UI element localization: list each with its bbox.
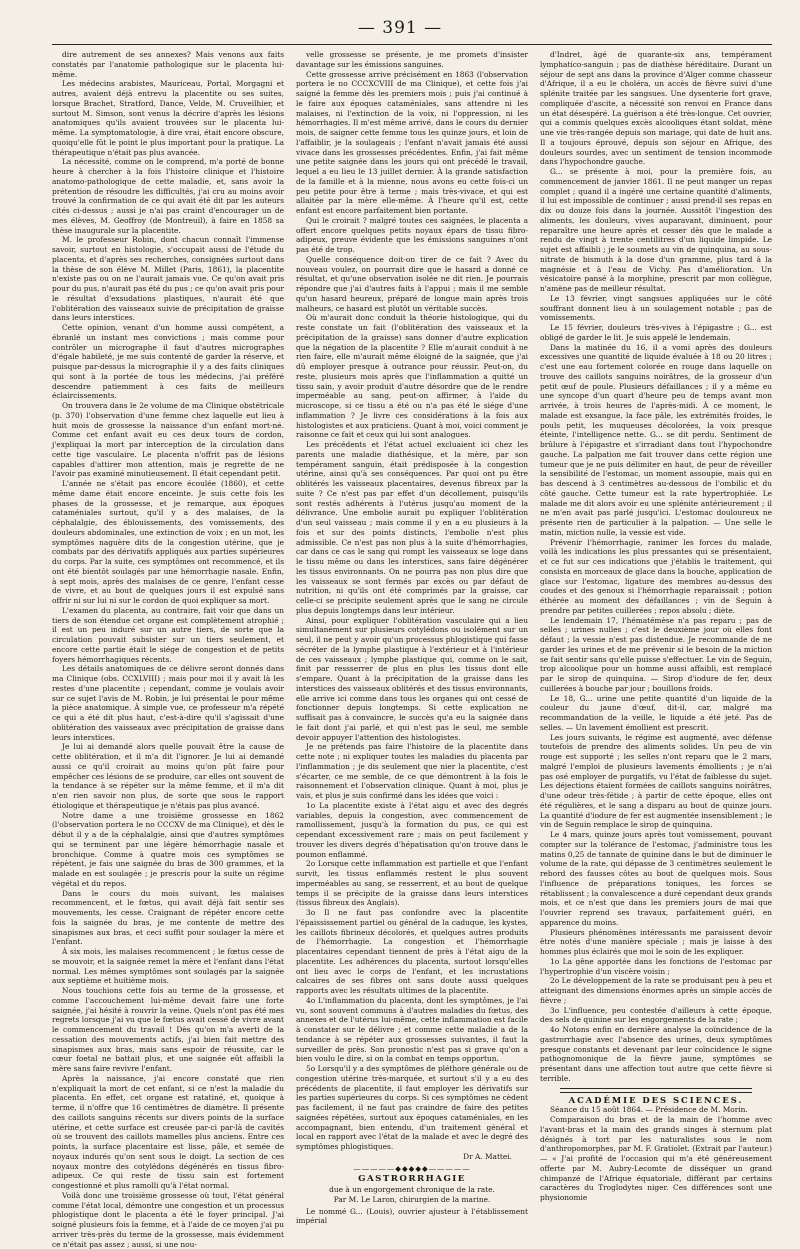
paragraph: Nous touchions cette fois au terme de la grossesse, et comme l'accouchement lui-même devait faire une forte saignée, j'ai hésité à rouvrir la veine. Quels n'ont pas été mes regrets lorsque j'ai vu que le fœtus avait cessé de vivre avant le commencement du travail ! Dès qu'on m'a averti de la cessation des mouvements actifs, j'ai bien fait mettre des sinapismes aux bras, mais sans espoir de réussite, car le cœur foetal ne battait plus, et une saignée eût affaibli la mère sans faire revivre l'enfant.: [52, 986, 284, 1073]
paragraph: Dans le cours du mois suivant, les malaises recommencent, et le fœtus, qui avait déjà fait sentir ses mouvements, les cesse. Craignant de répéter encore cette fois la saignée du bras, je me contente de mettre des sinapismes aux bras, et ceci suffit pour soulager la mère et l'enfant.: [52, 888, 284, 947]
paragraph: Le 15 février, douleurs très-vives à l'épigastre ; G... est obligé de garder le lit. Je suis appelé le lendemain.: [540, 323, 772, 342]
paragraph: 3o L'influence, peu contestée d'ailleurs à cette époque, des sels de quinine sur les engorgements de la rate ;: [540, 1005, 772, 1025]
paragraph: Le 18, G... urine une petite quantité d'un liquide de la couleur du jaune d'œuf, dit-il, car, malgré ma recommandation de la veille, le liquide a été jeté. Pas de selles. — Un lavement émollient est prescrit.: [540, 693, 772, 732]
paragraph: Les détails anatomiques de ce délivre seront donnés dans ma Clinique (obs. CCXLVIII) ; mais pour moi il y avait là les restes d'une placentite ; cependant, comme je voulais avoir sur ce sujet l'avis de M. Robin, je lui présentai le pour même la pièce anatomique. À simple vue, ce professeur m'a répété ce qui a été dit plus haut, c'est-à-dire qu'il s'agissait d'une oblitération des vaisseaux avec précipitation de graisse dans leurs interstices.: [52, 664, 284, 742]
paragraph: Prévenir l'hémorrhagie, ranimer les forces du malade, voilà les indications les plus pressantes qui se présentaient, et ce fut sur ces indications que j'établis le traitement, qui consista en morceaux de glace dans la bouche, application de glace sur l'estomac, ligature des membres au-dessus des coudes et des genoux si l'hémorrhagie reparaissait ; potion éthérée au moment des défaillances ; vin de Seguin à prendre par petites cuillerées ; repos absolu ; diète.: [540, 537, 772, 615]
page-number: — 391 —: [357, 18, 443, 38]
section-rule: [560, 1092, 752, 1093]
text-columns: [52, 50, 772, 1249]
article-separator: —————◆◆◆◆◆—————: [353, 1163, 471, 1173]
paragraph: La nécessité, comme on le comprend, m'a porté de bonne heure à chercher à la fois l'histoire clinique et l'histoire anatomo-pathologique de cette maladie, et, sans avoir la prétention de résoudre les difficultés, j'ai cru au moins avoir trouvé la confirmation de ce qui avait été dit par les auteurs cités ci-dessus ; aussi je n'ai pas craint d'encourager un de mes élèves, M. Geoffroy (de Montreuil), à faire en 1858 sa thèse inaugurale sur la placentite.: [52, 157, 284, 235]
article-subtitle: due à un engorgement chronique de la rate.: [329, 1185, 495, 1194]
paragraph: L'examen du placenta, au contraire, fait voir que dans un tiers de son étendue cet organe est complètement atrophié ; il est un peu induré sur un autre tiers, de sorte que la circulation pouvait subsister sur un tiers seulement, et encore cette partie était le siége de congestion et de petits foyers hémorrhagiques récents.: [52, 605, 284, 664]
paragraph: Je ne prétends pas faire l'histoire de la placentite dans cette note ; ni expliquer toutes les maladies du placenta par l'inflammation ; je dis seulement que nier la placentite, c'est s'écarter, ce me semble, de ce que démontrent à la fois le raisonnement et l'observation clinique. Quant à moi, plus je vais, et plus je suis confirmé dans les idées que voici :: [296, 742, 528, 800]
column-3: [540, 50, 772, 1202]
paragraph: Les médecins arabistes, Mauriceau, Portal, Morgagni et autres, avaient déjà entrevu la placentite ou ses suites, lorsque Brachet, Stratford, Dance, Velde, M. Cruveilhier, et surtout M. Simson, sont venus la décrire d'après les lésions anatomiques qu'ils avaient trouvées sur le placenta lui-même. La symptomatologie, à dire vrai, était encore obscure, quoiqu'elle fût le point le plus important pour la pratique. La thérapeutique n'était pas plus avancée.: [52, 79, 284, 157]
paragraph: 4o L'inflammation du placenta, dont les symptômes, je l'ai vu, sont souvent communs à d'autres maladies du fœtus, des annexes et de l'utérus lui-même, cette inflammation est facile à constater sur le délivre ; et comme cette maladie a de la tendance à se répéter aux grossesses suivantes, il faut la surveiller de près. Son pronostic n'est pas si grave qu'on a bien voulu le dire, si on la combat en temps opportun.: [296, 995, 528, 1064]
paragraph: Le 4 mars, quinze jours après tout vomissement, pouvant compter sur la tolérance de l'estomac, j'administre tous les matins 0,25 de tannate de quinine dans le but de diminuer le volume de la rate, qui dépasse de 3 centimètres seulement le rebord des fausses côtes au bout de quelques mois. Sous l'influence de préparations toniques, les forces se rétablissent ; la convalescence a duré cependant deux grands mois, et ce n'est que dans les premiers jours de mai que l'ouvrier reprend ses travaux, parfaitement guéri, en apparence du moins.: [540, 830, 772, 927]
header-rule: [52, 44, 772, 45]
paragraph: Plusieurs phénomènes intéressants me paraissent devoir être notés d'une manière spéciale ; mais je laisse à des hommes plus éclairés que moi le soin de les expliquer.: [540, 927, 772, 956]
paragraph: Voilà donc une troisième grossesse où tout, l'état général comme l'état local, démontre une congestion et un processus phlogistique dont le placenta a été le foyer principal. J'ai soigné plusieurs fois la femme, et à l'aide de ce moyen j'ai pu arriver très-près du terme de la grossesse, mais évidemment ce n'était pas assez ; aussi, si une nou-: [52, 1190, 284, 1249]
paragraph: L'année ne s'était pas encore écoulée (1860), et cette même dame était encore enceinte. Je suis cette fois les phases de la grossesse, et je remarque, aux époques cataméniales surtout, qu'il y a des malaises, de la céphalalgie, des éblouissements, des vomissements, des douleurs abdominales, une extinction de voix ; en un mot, les symptômes naguère dits de la congestion utérine, que je combats par des dérivatifs appliqués aux parties supérieures du corps. Par la suite, ces symptômes ont recommencé, et ils ont été bientôt soulagés par une hémorrhagie nasale. Enfin, à sept mois, après des malaises de ce genre, l'enfant cesse de vivre, et au bout de quelques jours il est expulsé sans offrir ni sur lui ni sur le cordon de quoi expliquer sa mort.: [52, 479, 284, 605]
paragraph: G... se présente à moi, pour la première fois, au commencement de janvier 1861. Il ne peut manger un repas complet ; quand il a ingéré une certaine quantité d'aliments, il lui est impossible de continuer ; aussi prend-il ses repas en dix ou douze fois dans la journée. Aussitôt l'ingestion des aliments, les douleurs, vives auparavant, diminuent, pour reparaître une heure après et cesser dès que le malade a rendu de vingt à trente centilitres d'un liquide limpide. Le sujet est affaibli ; je le soumets au vin de quinquina, au sous-nitrate de bismuth à la dose d'un gramme, plus tard à la magnésie et à l'eau de Vichy. Pas d'amélioration. Un vésicatoire pansé à la morphine, prescrit par mon collègue, n'amène pas de meilleur résultat.: [540, 167, 772, 293]
paragraph: On trouvera dans le 2e volume de ma Clinique obstétricale (p. 370) l'observation d'une femme chez laquelle eut lieu à huit mois de grossesse la naissance d'un enfant mort-né. Comme cet enfant avait eu ces deux tours de cordon, j'expliquai la mort par interception de la circulation dans cette tige vasculaire. Le placenta n'offrit pas de lésions capables d'attirer mon attention, mais je regrette de ne l'avoir pas examiné minutieusement. Il était cependant petit.: [52, 401, 284, 479]
column-2: [296, 50, 528, 1226]
paragraph: Le lendemain 17, l'hématémèse n'a pas reparu ; pas de selles ; urines nulles ; c'est le deuxième jour où elles font défaut ; la vessie n'est pas distendue. Je recommande de ne garder les urines et de me prévenir si le besoin de la miction se fait sentir sans qu'elle puisse s'effectuer. Le vin de Seguin, trop alcoolique pour un homme aussi affaibli, est remplacé par le sirop de quinquina. — Sirop d'iodure de fer, deux cuillerées à bouche par jour ; bouillons froids.: [540, 615, 772, 693]
paragraph: 3o Il ne faut pas confondre avec la placentite l'épaississement partiel ou général de la caduque, les kystes, les caillots fibrineux décolorés, et quelques autres produits de l'hémorrhagie. La congestion et l'hémorrhagie placentaires cependant tiennent de près à l'état aigu de la placentite. Les adhérences du placenta, surtout lorsqu'elles ont lieu avec le corps de l'enfant, et les incrustations calcaires de ses fibres ont sans doute aussi quelques rapports avec les résultats ultimes de la placentite.: [296, 908, 528, 995]
paragraph: Après la naissance, j'ai encore constaté que rien n'expliquait la mort de cet enfant, si ce n'est la maladie du placenta. En effet, cet organe est ratatiné, et, quoique à terme, il n'offre que 16 centimètres de diamètre. Il présente des caillots sanguins récents sur divers points de la surface utérine, et cette surface est creusée par-ci par-là de cavités où se trouvent des caillots mamelles plus anciens. Entre ces points, la surface placentaire est lisse, pâle, et semée de noyaux indurés qu'on sent sous le doigt. La section de ces noyaux montre des cotylédons dégénérés en tissus fibro-adipeux. Ce qui reste de tissu sain est fortement congestionné et plus ramolli qu'à l'état normal.: [52, 1073, 284, 1190]
paragraph: 4o Notons enfin en dernière analyse la coïncidence de la gastrorrhagie avec l'absence des urines, deux symptômes presque constants et devenant par leur coïncidence le signe pathognomonique de la fièvre jaune, symptômes se présentant dans une affection tout autre que cette fièvre si terrible.: [540, 1025, 772, 1083]
paragraph: Où m'aurait donc conduit la théorie histologique, qui du reste constate un fait (l'oblitération des vaisseaux et la précipitation de la graisse) sans donner d'autre explication que la négation de la placentite ? Elle m'aurait conduit à ne rien faire, elle m'aurait même éloigné de la saignée, que j'ai dû employer presque à outrance pour réussir. Peut-on, du reste, plusieurs mois après que l'inflammation a quitté un tissu sain, y avoir produit d'autre désordre que de le rendre imperméable au sang, peut-on affirmer, à l'aide du microscope, si ce tissu a été ou n'a pas été le siége d'une inflammation ? Je livre ces considérations à la fois aux histologistes et aux praticiens. Quant à moi, voici comment je raisonne ce fait et ceux qui lui sont analogues.: [296, 313, 528, 440]
paragraph: dire autrement de ses annexes? Mais venons aux faits constatés par l'anatomie pathologique sur le placenta lui-même.: [52, 50, 284, 79]
paragraph: Le 13 février, vingt sangsues appliquées sur le côté souffrant donnent lieu à un soulagement notable ; pas de vomissements.: [540, 293, 772, 323]
session-line: Séance du 15 août 1864. — Présidence de M. Morin.: [550, 1105, 748, 1115]
paragraph: 1o La placentite existe à l'état aigu et avec des degrés variables, depuis la congestion, avec commencement de ramollissement, jusqu'à la formation du pus, ce qui est cependant excessivement rare ; mais on peut facilement y trouver les divers degrés d'hépatisation qu'on trouve dans le poumon enflammé.: [296, 800, 528, 859]
paragraph: M. le professeur Robin, dont chacun connaît l'immense savoir, surtout en histologie, s'occupait aussi de l'étude du placenta, et d'après ses recherches, consignées surtout dans la thèse de son élève M. Millet (Paris, 1861), la placentite n'existe pas ou on ne l'aurait jamais vue. Ce qu'on avait pris pour du pus, n'aurait pas été du pus ; ce qu'on avait pris pour le résultat d'exsudations plastiques, n'aurait été que l'oblitération des vaisseaux suivie de précipitation de graisse dans leurs interstices.: [52, 235, 284, 323]
column-1: [52, 50, 284, 1249]
paragraph: 5o Lorsqu'il y a des symptômes de pléthore générale ou de congestion utérine très-marquée, et surtout s'il y a eu des précédents de placentite, il faut employer les dérivatifs sur les parties supérieures du corps. Si ces symptômes ne cèdent pas facilement, il ne faut pas craindre de faire des petites saignées répétées, surtout aux époques cataméniales, en les accompagnant, bien entendu, d'un traitement général et local en rapport avec l'état de la malade et avec le degré des symptômes phlogistiques.: [296, 1064, 528, 1151]
article-title: GASTRORRHAGIE: [358, 1174, 466, 1185]
paragraph: Je lui ai demandé alors quelle pouvait être la cause de cette oblitération, et il m'a dit l'ignorer. Je lui ai demandé aussi ce qu'il croirait au moins qu'on pût faire pour empêcher ces lésions de se produire, car elles ont souvent de la tendance à se répéter sur la même femme, et il m'a dit n'en rien savoir non plus, de sorte que sous le rapport étiologique et thérapeutique je n'étais pas plus avancé.: [52, 742, 284, 810]
paragraph: Ainsi, pour expliquer l'oblitération vasculaire qui a lieu simultanément sur plusieurs cotylédons ou isolément sur un seul, il ne peut y avoir qu'un processus phlogistique qui fasse sécréter de la lymphe plastique à l'extérieur et à l'intérieur de ces vaisseaux ; lymphe plastique qui, comme on le sait, finit par ressserrer de plus en plus les tissus dont elle s'empare. Quant à la précipitation de la graisse dans les interstices des vaisseaux oblitérés et des tissus environnants, elle arrive ici comme dans tous les organes qui ont cessé de fonctionner depuis longtemps. Si cette explication ne suffisait pas à convaincre, le succès qu'a eu la saignée dans le fait dont j'ai parlé, et qui n'est pas le seul, me semble devoir appuyer l'attention des histologistes.: [296, 615, 528, 742]
paragraph: velle grossesse se présente, je me promets d'insister davantage sur les émissions sanguines.: [296, 50, 528, 69]
paragraph: Les jours suivants, le régime est augmenté, avec défense toutefois de prendre des aliments solides. Un peu de vin rouge est supporté ; les selles n'ont reparu que le 2 mars, malgré l'emploi de plusieurs lavements émollients ; je n'ai pas osé employer de purgatifs, vu l'état de faiblesse du sujet. Les déjections étaient formées de caillots sanguins noirâtres, d'une odeur très-fétide ; à partir de cette époque, elles ont été régulières, et le sang a disparu au bout de quinze jours. La quantité d'iodure de fer est augmentée insensiblement ; le vin de Seguin remplace le sirop de quinquina.: [540, 732, 772, 830]
paragraph: Notre dame a une troisième grossesse en 1862 (l'observation portera le no CCCXV de ma Clinique), et dès le début il y a de la céphalalgie, ainsi que d'autres symptômes qui se terminent par une légère hémorrhagie nasale et bronchique. Comme à quatre mois ces symptômes se répètent, je fais une saignée du bras de 300 grammes, et la malade en est soulagée ; je prescris pour la suite un régime végétal et du repos.: [52, 810, 284, 888]
paragraph: 1o La gêne apportée dans les fonctions de l'estomac par l'hypertrophie d'un viscère voisin ;: [540, 956, 772, 976]
paragraph: À six mois, les malaises recommencent ; le fœtus cesse de se mouvoir, et la saignée remet la mère et l'enfant dans l'état normal. Les mêmes symptômes sont soulagés par la saignée aux septième et huitième mois.: [52, 947, 284, 986]
paragraph: Cette opinion, venant d'un homme aussi compétent, a ébranlé un instant mes convictions ; mais comme pour contrôler un micrographe il faut d'autres micrographes d'égale habileté, je me suis contenté de garder la réserve, et puisque par-dessus la micrographie il y a des faits cliniques qui sont à la portée de tous les médecins, j'ai préféré descendre patiemment à ces faits de meilleurs éclaircissements.: [52, 323, 284, 401]
paragraph: Les précédents et l'état actuel excluaient ici chez les parents une maladie diathésique, et la mère, par son tempérament sanguin, était prédisposée à la congestion utérine, ainsi qu'à ses conséquences. Par quoi ont pu être oblitérés les vaisseaux placentaires, devenus fibreux par la suite ? Ce n'est pas par effet d'un décollement, puisqu'ils sont restés adhérents à l'utérus jusqu'au moment de la délivrance. Une embolie aurait pu expliquer l'oblitération d'un seul vaisseau ; mais comme il y en a eu plusieurs à la fois et sur des points distincts, l'embolie n'est plus admissible. Ce n'est pas non plus à la suite d'hémorrhagies, car dans ce cas le sang qui rompt les vaisseaux se loge dans le tissu même ou dans les interstices, sans faire dégénérer les tissus environnants. On ne pourra pas non plus dire que les vaisseaux se sont fermés par excès ou par défaut de nutrition, ni qu'ils ont été comprimés par la graisse, car celle-ci se précipite seulement après que le sang ne circule plus depuis longtemps dans leur intérieur.: [296, 440, 528, 615]
paragraph: 2o Le développement de la rate se produisant peu à peu et atteignant des dimensions énormes après un simple accès de fièvre ;: [540, 976, 772, 1005]
section-title: ACADÉMIE DES SCIENCES.: [568, 1094, 744, 1105]
paragraph: Dans la matinée du 16, il a vomi après des douleurs excessives une quantité de liquide évaluée à 18 ou 20 litres ; c'est une eau fortement colorée en rouge dans laquelle on trouve des caillots sanguins noirâtres, de la grosseur d'un petit œuf de poule. Plusieurs défaillances ; il y a même eu une syncope d'un quart d'heure peu de temps avant mon arrivée, à trois heures de l'après-midi. À ce moment, le malade est exsangue, la face pâle, les extrémités froides, le pouls petit, les muqueuses décolorées, la voix presque éteinte, l'intelligence nette. G... se dit perdu. Sentiment de brûlure à l'épigastre et s'irradiant dans tout l'hypochondre gauche. La palpation me fait trouver dans cette région une tumeur que je ne puis délimiter en haut, de peur de réveiller la sensibilité de l'estomac, un moment assoupie, mais qui en bas descend à 3 centimètres au-dessous de l'ombilic et du côté gauche. Cette tumeur est la rate hypertrophiée. Le malade me dit alors avoir eu une splénite antérieurement ; il ne m'en avait pas parlé jusqu'ici. L'estomac douloureux ne présente rien de particulier à la palpation. — Une selle le matin, miction nulle, la vessie est vide.: [540, 342, 772, 537]
section-rule: [560, 1088, 752, 1089]
paragraph: Le nommé G... (Louis), ouvrier ajusteur à l'établissement impérial: [296, 1206, 528, 1226]
author-signature: Dr A. Mattei.: [463, 1151, 512, 1161]
paragraph: Qui le croirait ? malgré toutes ces saignées, le placenta a offert encore quelques petits noyaux épars de tissu fibro-adipeux, preuve évidente que les émissions sanguines n'ont pas été de trop.: [296, 215, 528, 254]
paragraph: Cette grossesse arrive précisément en 1863 (l'observation portera le no CCCXCVIII de ma Clinique), et cette fois j'ai saigné la femme dès les premiers mois ; puis j'ai continué à le faire aux époques cataméniales, sans attendre ni les malaises, ni l'extinction de la voix, ni l'oppression, ni les hémorrhagies. Il m'est même arrivé, dans le cours du dernier mois, de saigner cette femme tous les quinze jours, et loin de l'affaiblir, je la soulageais ; l'enfant n'avait jamais été aussi vivace dans les grossesses précédentes. Enfin, j'ai fait même une petite saignée dans les jours qui ont précédé le travail, lequel a eu lieu le 13 juillet dernier. À la grande satisfaction de la famille et à la mienne, nous avons eu cette fois-ci un peu petite pour être à terme ; mais très-vivace, et qui est allaitée par la mère elle-même. À l'heure qu'il est, cette enfant est encore parfaitement bien portante.: [296, 69, 528, 215]
paragraph: Quelle conséquence doit-on tirer de ce fait ? Avec du nouveau voulez, on pourrait dire que le hasard a donné ce résultat, et qu'une observation isolée ne dit rien. Je pourrais répondre que j'ai d'autres faits à l'appui ; mais il me semble qu'un hasard heureux, préparé de longue main après trois malheurs, ce hasard est plutôt un véritable succès.: [296, 254, 528, 313]
paragraph: d'Indret, âgé de quarante-six ans, tempérament lymphatico-sanguin ; pas de diathèse héréditaire. Durant un séjour de sept ans dans la province d'Alger comme chasseur d'Afrique, il a eu le choléra, un accès de fièvre suivi d'une splénite traitée par les sangsues. Une dysenterie fort grave, compliquée d'ascite, a nécessité son renvoi en France dans un état désespéré. La guérison a été très-longue. Cet ouvrier, qui a commis quelques excès alcooliques étant soldat, mène une vie très-rangée depuis son mariage, qui date de huit ans. Il a toujours éprouvé, depuis son séjour en Afrique, des douleurs sourdes, avec un sentiment de tension incommode dans l'hypochondre gauche.: [540, 50, 772, 167]
paragraph: Comparaison du bras et de la main de l'homme avec l'avant-bras et la main des grands singes à sternum plat désignés à tort par les naturalistes sous le nom d'anthropomorphes, par M. F. Gratiolet. (Extrait par l'auteur.) — « J'ai profité de l'occasion qui m'a été généreusement offerte par M. Aubry-Lecomte de disséquer un grand chimpanzé de l'Afrique équatoriale, différant par certains caractères du Troglodytes niger. Ces différences sont une physionomie: [540, 1115, 772, 1202]
article-byline: Par M. Le Laron, chirurgien de la marine.: [333, 1194, 491, 1204]
paragraph: 2o Lorsque cette inflammation est partielle et que l'enfant survit, les tissus enflammés restent le plus souvent imperméables au sang, se resserrent, et au bout de quelque temps il se précipite de la graisse dans leurs interstices (tissus fibreux des Anglais).: [296, 859, 528, 908]
